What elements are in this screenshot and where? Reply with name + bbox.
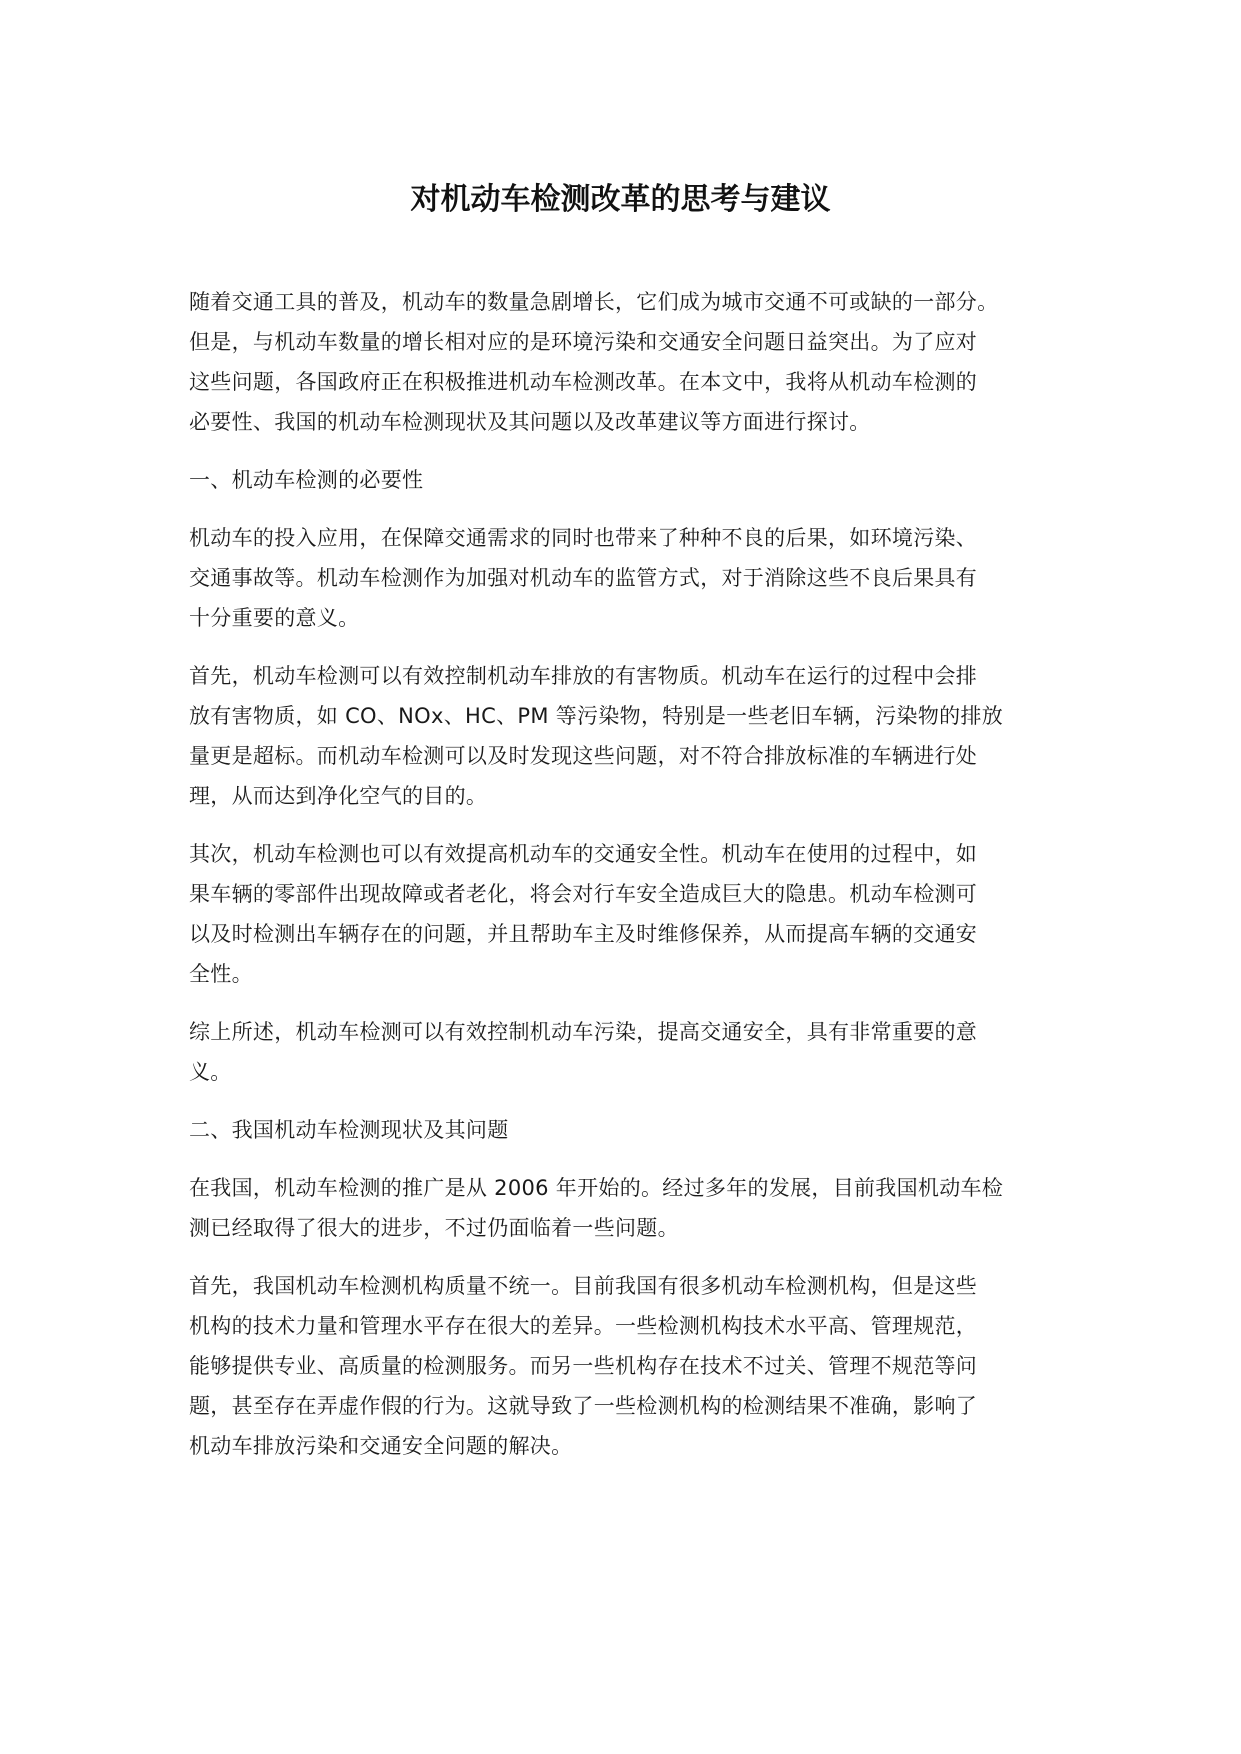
text-line: 机构的技术力量和管理水平存在很大的差异。一些检测机构技术水平高、管理规范，: [189, 1314, 978, 1338]
text-line: 这些问题，各国政府正在积极推进机动车检测改革。在本文中，我将从机动车检测的: [189, 370, 978, 394]
text-line: 首先，机动车检测可以有效控制机动车排放的有害物质。机动车在运行的过程中会排: [189, 664, 978, 688]
text-line: 测已经取得了很大的进步，不过仍面临着一些问题。: [189, 1216, 679, 1240]
text-line: 全性。: [189, 962, 253, 986]
text-line: 果车辆的零部件出现故障或者老化，将会对行车安全造成巨大的隐患。机动车检测可: [189, 882, 978, 906]
document-title: 对机动车检测改革的思考与建议: [410, 182, 831, 217]
text-line: 以及时检测出车辆存在的问题，并且帮助车主及时维修保养，从而提高车辆的交通安: [189, 922, 978, 946]
text-line: 二、我国机动车检测现状及其问题: [189, 1118, 509, 1142]
paragraph: [189, 1266, 1069, 1466]
text-line: 交通事故等。机动车检测作为加强对机动车的监管方式，对于消除这些不良后果具有: [189, 566, 978, 590]
text-line: 综上所述，机动车检测可以有效控制机动车污染，提高交通安全，具有非常重要的意: [189, 1020, 978, 1044]
paragraph: [189, 282, 1069, 442]
section-heading: [189, 460, 1069, 500]
text-line: 但是，与机动车数量的增长相对应的是环境污染和交通安全问题日益突出。为了应对: [189, 330, 978, 354]
section-heading: [189, 1110, 1069, 1150]
paragraph: [189, 1012, 1069, 1092]
paragraph: [189, 656, 1069, 816]
text-line: 机动车排放污染和交通安全问题的解决。: [189, 1434, 573, 1458]
text-line: 在我国，机动车检测的推广是从 2006 年开始的。经过多年的发展，目前我国机动车检: [189, 1176, 1004, 1200]
text-line: 必要性、我国的机动车检测现状及其问题以及改革建议等方面进行探讨。: [189, 410, 871, 434]
paragraph: [189, 834, 1069, 994]
text-line: 一、机动车检测的必要性: [189, 468, 424, 492]
text-line: 量更是超标。而机动车检测可以及时发现这些问题，对不符合排放标准的车辆进行处: [189, 744, 978, 768]
text-line: 放有害物质，如 CO、NOx、HC、PM 等污染物，特别是一些老旧车辆，污染物的排放: [189, 704, 1004, 728]
text-line: 能够提供专业、高质量的检测服务。而另一些机构存在技术不过关、管理不规范等问: [189, 1354, 978, 1378]
paragraph: [189, 518, 1069, 638]
document-body: [189, 282, 1069, 1484]
text-line: 理，从而达到净化空气的目的。: [189, 784, 488, 808]
paragraph: [189, 1168, 1069, 1248]
text-line: 首先，我国机动车检测机构质量不统一。目前我国有很多机动车检测机构，但是这些: [189, 1274, 978, 1298]
text-line: 题，甚至存在弄虚作假的行为。这就导致了一些检测机构的检测结果不准确，影响了: [189, 1394, 978, 1418]
text-line: 十分重要的意义。: [189, 606, 360, 630]
text-line: 其次，机动车检测也可以有效提高机动车的交通安全性。机动车在使用的过程中，如: [189, 842, 978, 866]
text-line: 随着交通工具的普及，机动车的数量急剧增长，它们成为城市交通不可或缺的一部分。: [189, 290, 999, 314]
text-line: 机动车的投入应用，在保障交通需求的同时也带来了种种不良的后果，如环境污染、: [189, 526, 978, 550]
text-line: 义。: [189, 1060, 232, 1084]
